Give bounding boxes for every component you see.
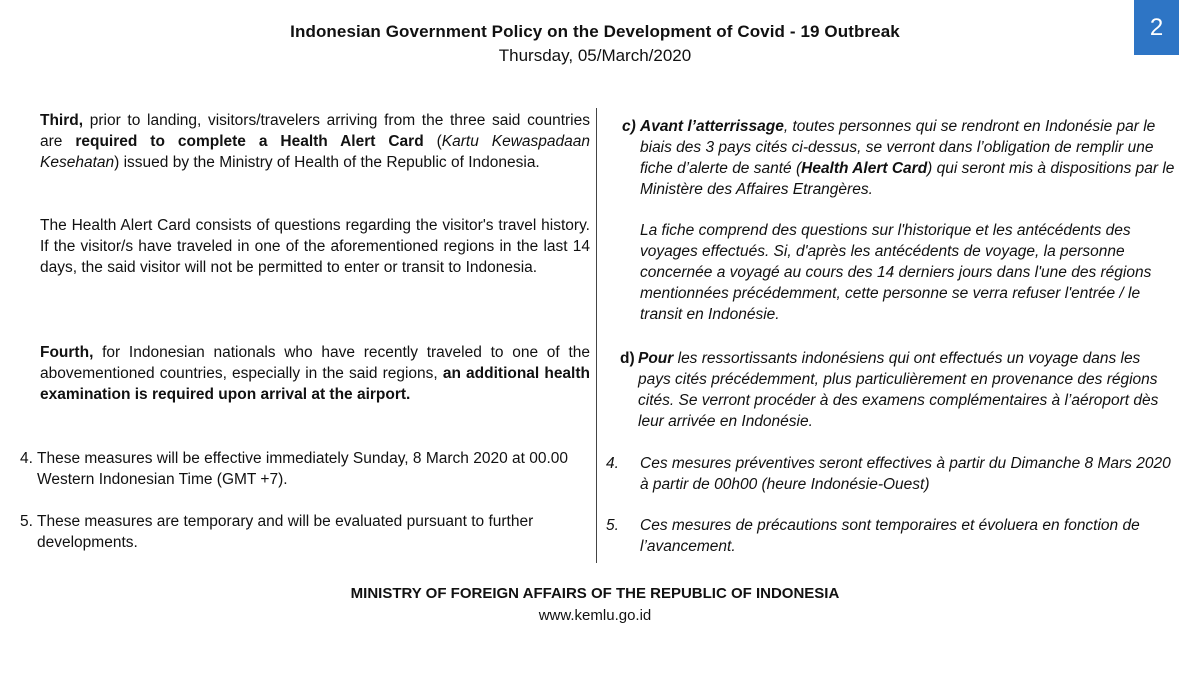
list-number: 5. [606,517,619,534]
item-text [638,348,1175,432]
c-text-a: , toutes personnes qui se rendront en Indonésie par le biais des 3 pays cités ci-dessus, se verront dans l’obligation de remplir une fiche d’alerte de santé ( [640,118,1156,177]
paragraph-health-card: The Health Alert Card consists of questions regarding the visitor's travel history. If the visitor/s have traveled in one of the aforementioned regions in the last 14 days, the said visitor will not be permitted to enter or transit to Indonesia. [40,217,590,276]
list-text: Ces mesures de précautions sont temporaires et évoluera en fonction de l’avancement. [640,517,1140,555]
c-bold: Avant l’atterrissage [640,118,784,135]
page-number-badge: 2 [1134,0,1179,55]
c-text-b: ) qui seront mis à dispositions par le Ministère des Affaires Etrangères. [640,160,1175,198]
fourth-text: for Indonesian nationals who have recently traveled to one of the abovementioned countries, especially in the said regions, [40,344,590,382]
item-marker: d) [620,350,635,367]
list-item-4-fr [600,453,1175,495]
third-text-c: ) issued by the Ministry of Health of the Republic of Indonesia. [114,154,540,171]
item-text [640,116,1175,200]
fourth-label: Fourth, [40,344,94,361]
ministry-name: MINISTRY OF FOREIGN AFFAIRS OF THE REPUBLIC OF INDONESIA [350,585,840,602]
d-bold: Pour [638,350,674,367]
website-link[interactable]: www.kemlu.go.id [538,607,652,624]
list-number: 4. [20,450,33,467]
item-marker: c) [622,118,636,135]
c-bold-2: Health Alert Card [801,160,928,177]
list-text: Ces mesures préventives seront effectives à partir du Dimanche 8 Mars 2020 à partir de 00h00 (heure Indonésie-Ouest) [640,455,1171,493]
paragraph-fourth [20,342,590,405]
third-label: Third, [40,112,84,129]
document-date: Thursday, 05/March/2020 [498,46,692,65]
document-footer [190,583,1000,627]
list-item-4-en [20,448,590,490]
item-text: La fiche comprend des questions sur l'historique et les antécédents des voyages effectués. Si, d'après les antécédents de voyage, la personne concernée a voyagé au cours des 14 derniers jours dans l'une des régions mentionnées précédemment, cette personne se verra refuser l'entrée / le transit en Indonésie. [640,222,1152,323]
list-item-5-en [20,511,590,553]
third-italic: Kartu Kewaspadaan Kesehatan [40,133,590,171]
paragraph-third [20,110,590,173]
list-number: 5. [20,513,33,530]
french-item-d [600,348,1175,432]
d-text: les ressortissants indonésiens qui ont effectués un voyage dans les pays cités précédemment, plus particulièrement en provenance des régions cités. Se verront procéder à des examens complémentaires à l’aéroport dès leur arrivée en Indonésie. [638,350,1159,430]
third-text-b: ( [423,133,442,150]
french-item-c [600,116,1175,200]
document-title: Indonesian Government Policy on the Development of Covid - 19 Outbreak [290,22,900,41]
third-bold: required to complete a Health Alert Card [75,133,424,150]
fourth-bold: an additional health examination is required upon arrival at the airport. [40,365,590,403]
list-item-5-fr [600,515,1175,557]
third-text-a: prior to landing, visitors/travelers arriving from the three said countries are [40,112,590,150]
document-header [190,20,1000,68]
list-number: 4. [606,455,619,472]
column-divider [596,108,597,563]
french-item-c-detail [640,220,1170,325]
list-text: These measures will be effective immediately Sunday, 8 March 2020 at 00.00 Western Indonesian Time (GMT +7). [37,450,569,488]
list-text: These measures are temporary and will be evaluated pursuant to further developments. [37,513,534,551]
